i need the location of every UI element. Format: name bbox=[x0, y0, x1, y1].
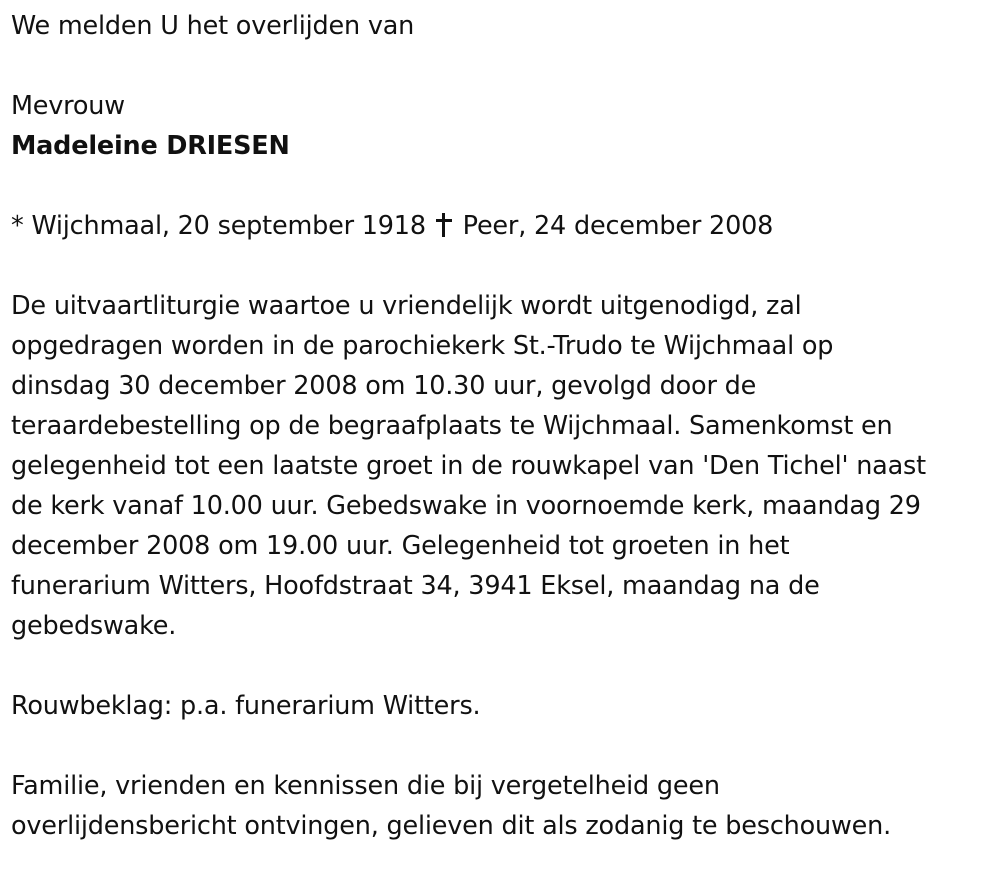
closing-line: overlijdensbericht ontvingen, gelieven dit als zodanig te beschouwen. bbox=[11, 811, 892, 841]
intro-line: We melden U het overlijden van bbox=[11, 11, 415, 41]
paragraph-line: december 2008 om 19.00 uur. Gelegenheid tot groeten in het bbox=[11, 531, 790, 561]
paragraph-line: gelegenheid tot een laatste groet in de rouwkapel van 'Den Tichel' naast bbox=[11, 451, 926, 481]
birth-info: * Wijchmaal, 20 september 1918 bbox=[11, 211, 426, 241]
paragraph-line: gebedswake. bbox=[11, 611, 177, 641]
spacer bbox=[11, 246, 986, 286]
spacer bbox=[11, 726, 986, 766]
paragraph-line: funerarium Witters, Hoofdstraat 34, 3941 Eksel, maandag na de bbox=[11, 571, 820, 601]
cross-icon bbox=[435, 213, 453, 237]
liturgy-paragraph bbox=[11, 286, 986, 646]
spacer bbox=[11, 166, 986, 206]
life-dates bbox=[11, 206, 986, 246]
paragraph-line: opgedragen worden in de parochiekerk St.-Trudo te Wijchmaal op bbox=[11, 331, 834, 361]
obituary-document bbox=[11, 6, 986, 846]
paragraph-line: De uitvaartliturgie waartoe u vriendelijk wordt uitgenodigd, zal bbox=[11, 291, 802, 321]
salutation: Mevrouw bbox=[11, 91, 125, 121]
paragraph-line: de kerk vanaf 10.00 uur. Gebedswake in voornoemde kerk, maandag 29 bbox=[11, 491, 921, 521]
paragraph-line: dinsdag 30 december 2008 om 10.30 uur, gevolgd door de bbox=[11, 371, 757, 401]
closing-line: Familie, vrienden en kennissen die bij vergetelheid geen bbox=[11, 771, 720, 801]
death-info: Peer, 24 december 2008 bbox=[462, 211, 774, 241]
paragraph-line: teraardebestelling op de begraafplaats te Wijchmaal. Samenkomst en bbox=[11, 411, 893, 441]
spacer bbox=[11, 646, 986, 686]
deceased-name: Madeleine DRIESEN bbox=[11, 131, 290, 161]
closing-paragraph bbox=[11, 766, 986, 846]
condolences-line: Rouwbeklag: p.a. funerarium Witters. bbox=[11, 691, 481, 721]
spacer bbox=[11, 46, 986, 86]
